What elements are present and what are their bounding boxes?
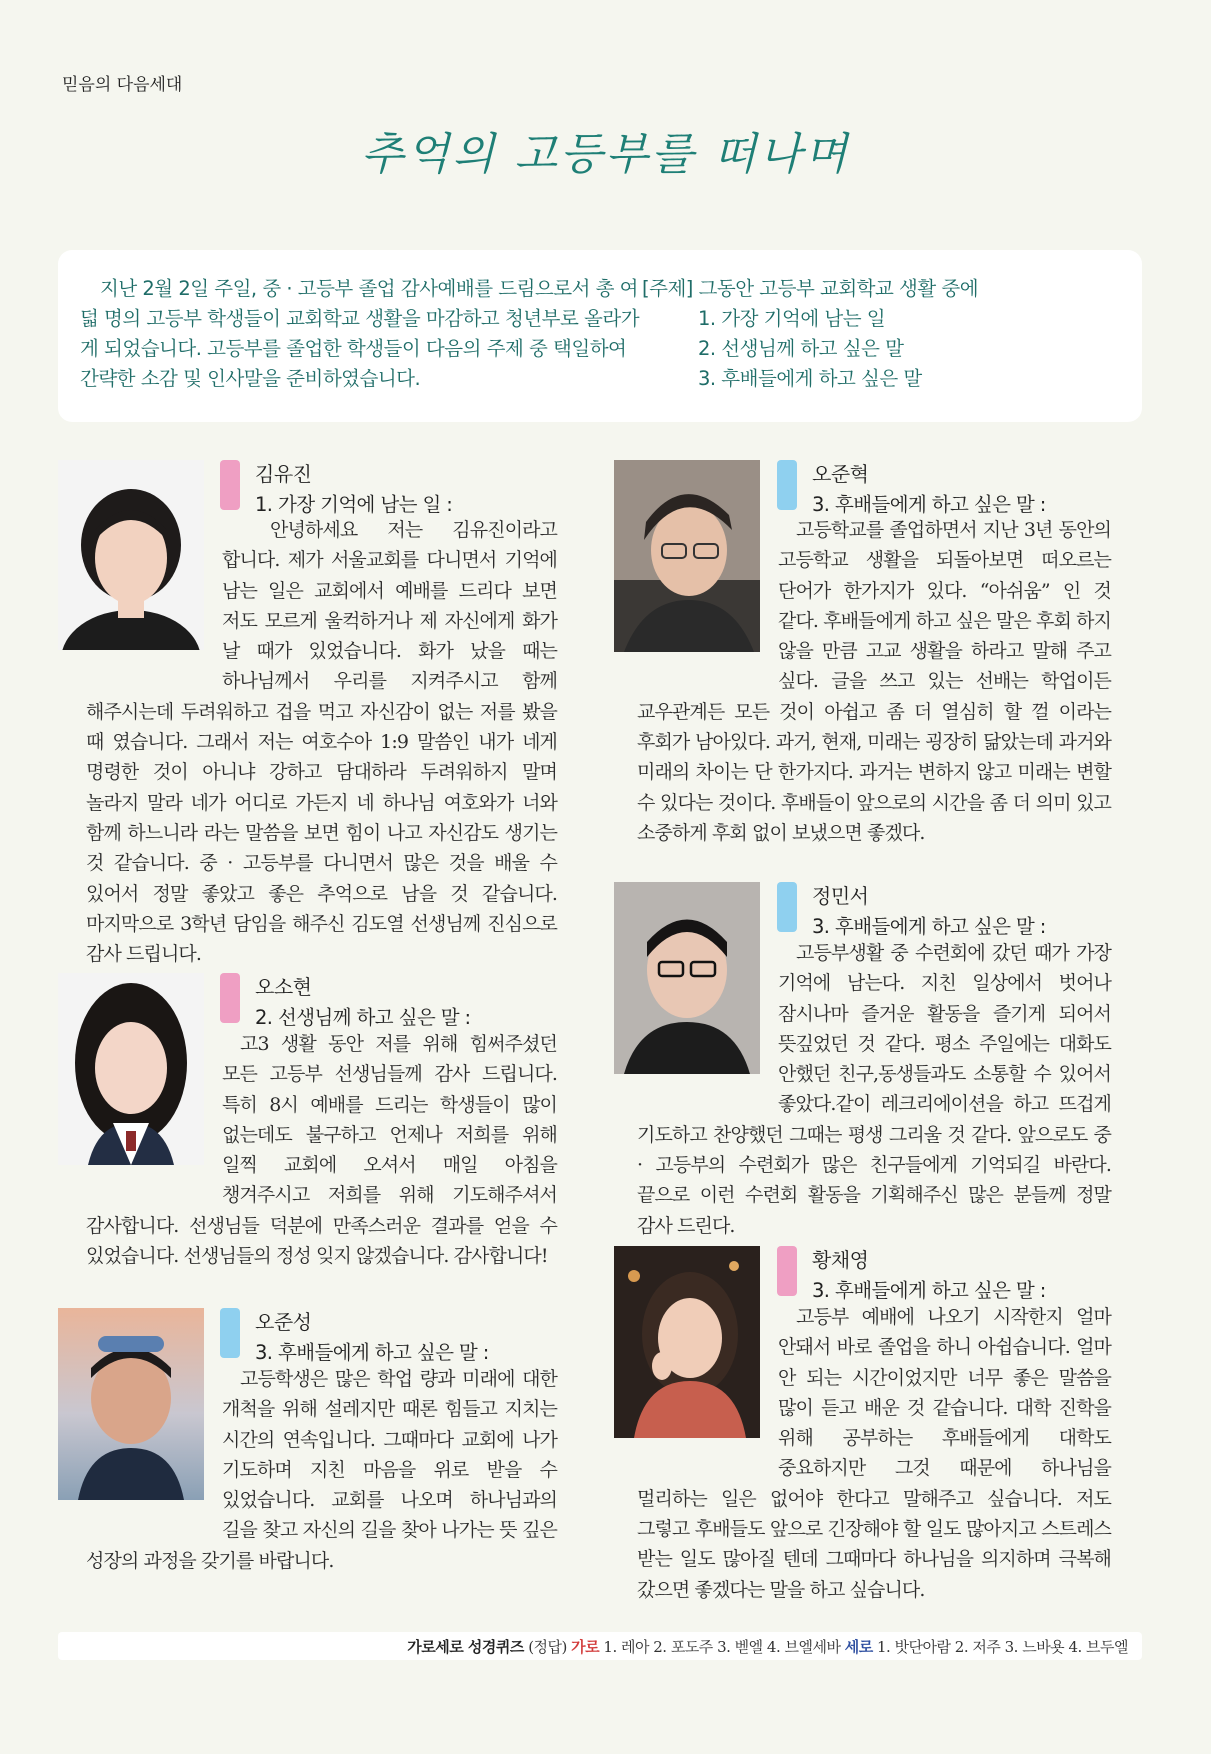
entry-text xyxy=(637,938,1111,1241)
answer-label: (정답) xyxy=(528,1638,567,1656)
topic-list xyxy=(642,274,1122,394)
topic-item: 1. 가장 기억에 남는 일 xyxy=(698,307,886,330)
entry-text-content: 고등학생은 많은 학업 량과 미래에 대한 개척을 위해 설레지만 때론 힘들고 지치는 시간의 연속입니다. 그때마다 교회에 나가 기도하며 지친 마음을 위로 받을 수 있었습니다. 교회를 나오며 하나님과의 길을 찾고 자신의 길을 찾아 나가는 뜻 깊은 성장의 과정을 갖기를 바랍니다. xyxy=(86,1368,557,1572)
page-title: 추억의 고등부를 떠나며 xyxy=(360,129,850,180)
down-label: 세로 xyxy=(844,1638,873,1656)
student-name: 정민서 xyxy=(812,884,869,908)
intro-text: 지난 2월 2일 주일, 중 · 고등부 졸업 감사예배를 드림으로서 총 여덟 명의 고등부 학생들이 교회학교 생활을 마감하고 청년부로 올라가게 되었습니다. 고등부를 졸업한 학생들이 다음의 주제 중 택일하여 간략한 소감 및 인사말을 준비하였습니다. xyxy=(80,277,640,390)
topic-item: 3. 후배들에게 하고 싶은 말 xyxy=(698,367,922,390)
topic-item: 2. 선생님께 하고 싶은 말 xyxy=(698,337,904,360)
entry-text xyxy=(637,515,1111,848)
entry-text-content: 고3 생활 동안 저를 위해 힘써주셨던 모든 고등부 선생님들께 감사 드립니다. 특히 8시 예배를 드리는 학생들이 많이 없는데도 불구하고 언제나 저희를 위해 일찍 교회에 오셔서 매일 아침을 챙겨주시고 저희를 위해 기도해주셔서 감사합니다. 선생님들 덕분에 만족스러운 결과를 얻을 수 있었습니다. 선생님들의 정성 잊지 않겠습니다. 감사합니다! xyxy=(86,1033,557,1268)
entry-text-content: 고등학교를 졸업하면서 지난 3년 동안의 고등학교 생활을 되돌아보면 떠오르는 단어가 한가지가 있다. “아쉬움” 인 것 같다. 후배들에게 하고 싶은 말은 후회 하지 않을 만큼 고교 생활을 하라고 말해 주고 싶다. 글을 쓰고 있는 선배는 학업이든 교우관계든 모든 것이 아쉽고 좀 더 열심히 할 껄 이라는 후회가 남아있다. 과거, 현재, 미래는 굉장히 닮았는데 과거와 미래의 차이는 단 한가지다. 과거는 변하지 않고 미래는 변할 수 있다는 것이다. 후배들이 앞으로의 시간을 좀 더 의미 있고 소중하게 후회 없이 보냈으면 좋겠다. xyxy=(637,519,1111,844)
entry-topic: 3. 후배들에게 하고 싶은 말 : xyxy=(812,915,1046,938)
student-name: 오준혁 xyxy=(812,462,869,486)
student-name: 황채영 xyxy=(812,1248,869,1272)
name-marker xyxy=(777,882,797,932)
entry-topic: 3. 후배들에게 하고 싶은 말 : xyxy=(255,1341,489,1364)
entry-text xyxy=(86,1364,557,1576)
entry-topic: 2. 선생님께 하고 싶은 말 : xyxy=(255,1006,471,1029)
entry-text-content: 안녕하세요 저는 김유진이라고 합니다. 제가 서울교회를 다니면서 기억에 남는 일은 교회에서 예배를 드리다 보면 저도 모르게 울컥하거나 제 자신에게 화가 날 때가 있었습니다. 화가 났을 때는 하나님께서 우리를 지켜주시고 함께 해주시는데 두려워하고 겁을 먹고 자신감이 없는 저를 봤을 때 였습니다. 그래서 저는 여호수아 1:9 말씀인 내가 네게 명령한 것이 아니냐 강하고 담대하라 두려워하지 말며 놀라지 말라 네가 어디로 가든지 네 하나님 여호와가 너와 함께 하느니라 라는 말씀을 보면 힘이 나고 자신감도 생기는 것 같습니다. 중 · 고등부를 다니면서 많은 것을 배울 수 있어서 정말 좋았고 좋은 추억으로 남을 것 같습니다. 마지막으로 3학년 담임을 해주신 김도열 선생님께 진심으로 감사 드립니다. xyxy=(86,519,557,966)
name-marker xyxy=(220,1308,240,1358)
student-name: 오소현 xyxy=(255,975,312,999)
entry-topic: 3. 후배들에게 하고 싶은 말 : xyxy=(812,1279,1046,1302)
student-name: 김유진 xyxy=(255,462,312,486)
quiz-answer-bar xyxy=(58,1632,1142,1660)
intro-box xyxy=(58,250,1142,422)
across-label: 가로 xyxy=(571,1638,600,1656)
entry-text-content: 고등부생활 중 수련회에 갔던 때가 가장 기억에 남는다. 지친 일상에서 벗어나 잠시나마 즐거운 활동을 즐기게 되어서 뜻깊었던 것 같다. 평소 주일에는 대화도 안했던 친구,동생들과도 소통할 수 있어서 좋았다.같이 레크리에이션을 하고 뜨겁게 기도하고 찬양했던 그때는 평생 그리울 것 같다. 앞으로도 중 · 고등부의 수련회가 많은 친구들에게 기억되길 바란다. 끝으로 이런 수련회 활동을 기획해주신 많은 분들께 정말 감사 드린다. xyxy=(637,942,1111,1237)
entry-text-content: 고등부 예배에 나오기 시작한지 얼마 안돼서 바로 졸업을 하니 아쉽습니다. 얼마 안 되는 시간이었지만 너무 좋은 말씀을 많이 듣고 배운 것 같습니다. 대학 진학을 위해 공부하는 후배들에게 대학도 중요하지만 그것 때문에 하나님을 멀리하는 일은 없어야 한다고 말해주고 싶습니다. 저도 그렇고 후배들도 앞으로 긴장해야 할 일도 많아지고 스트레스 받는 일도 많아질 텐데 그때마다 하나님을 의지하며 극복해 갔으면 좋겠다는 말을 하고 싶습니다. xyxy=(637,1306,1111,1601)
name-marker xyxy=(220,973,240,1023)
name-marker xyxy=(777,1246,797,1296)
across-answers: 1. 레아 2. 포도주 3. 벧엘 4. 브엘세바 xyxy=(603,1638,841,1656)
entry-text xyxy=(86,1029,557,1271)
quiz-answer-text xyxy=(407,1636,1128,1657)
student-name: 오준성 xyxy=(255,1310,312,1334)
entry-text xyxy=(637,1302,1111,1605)
entry-topic: 3. 후배들에게 하고 싶은 말 : xyxy=(812,493,1046,516)
down-answers: 1. 밧단아람 2. 저주 3. 느바욧 4. 브두엘 xyxy=(876,1638,1128,1656)
section-label: 믿음의 다음세대 xyxy=(62,75,183,95)
name-marker xyxy=(220,460,240,510)
entry-text xyxy=(86,515,557,969)
entry-topic: 1. 가장 기억에 남는 일 : xyxy=(255,493,453,516)
name-marker xyxy=(777,460,797,510)
quiz-label: 가로세로 성경퀴즈 xyxy=(407,1638,524,1656)
topic-header: [주제] 그동안 고등부 교회학교 생활 중에 xyxy=(642,277,979,300)
